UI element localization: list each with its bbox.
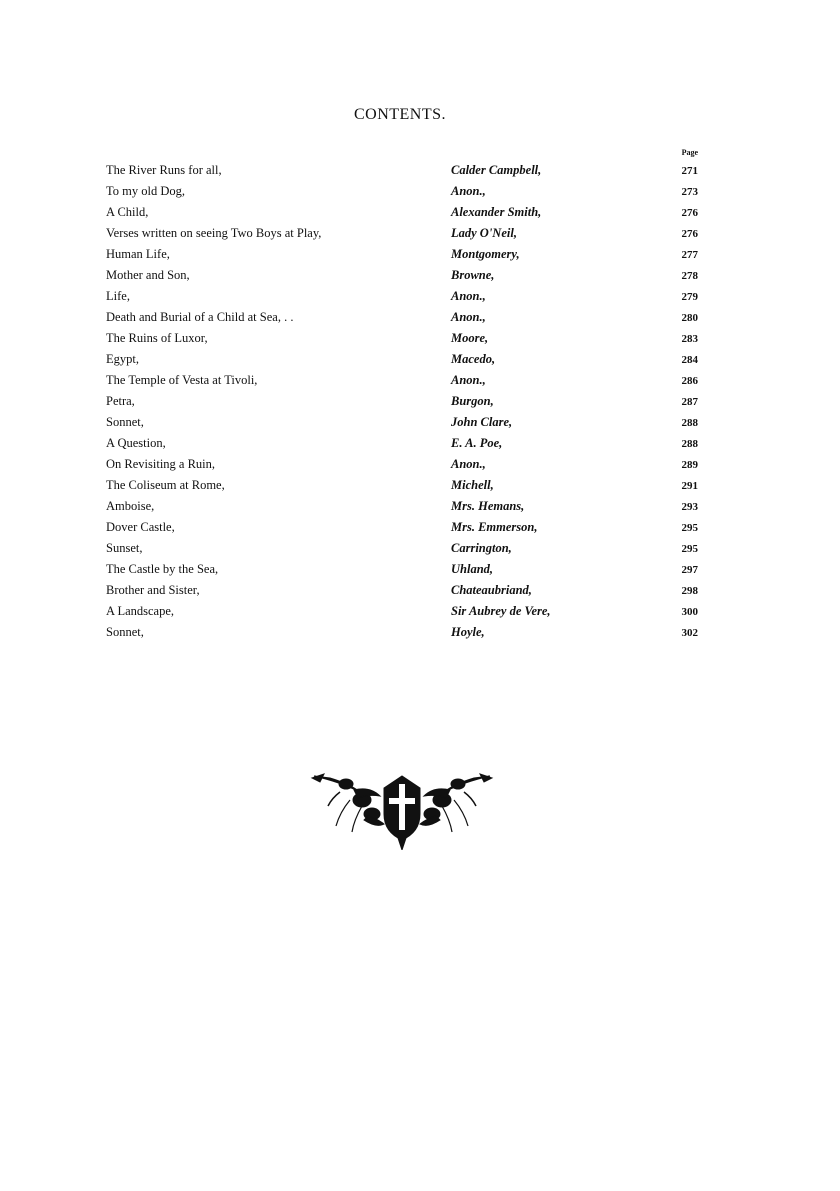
entry-page: 288 [681, 416, 698, 429]
toc-row [106, 370, 698, 391]
entry-title: A Question, [106, 436, 166, 450]
entry-title: Dover Castle, [106, 520, 175, 534]
toc-row [106, 496, 698, 517]
toc-row [106, 517, 698, 538]
entry-page: 291 [681, 479, 698, 492]
entry-author: Hoyle, [451, 625, 485, 639]
entry-title: The Ruins of Luxor, [106, 331, 208, 345]
entry-author: John Clare, [451, 415, 513, 429]
entry-page: 271 [681, 164, 698, 177]
toc-row [106, 307, 698, 328]
entry-title: Human Life, [106, 247, 170, 261]
entry-author: Anon., [451, 310, 486, 324]
entry-title: Sunset, [106, 541, 143, 555]
entry-title: Egypt, [106, 352, 139, 366]
toc-row [106, 601, 698, 622]
entry-author: Macedo, [451, 352, 496, 366]
entry-title: To my old Dog, [106, 184, 185, 198]
page-column-label: Page [681, 148, 698, 157]
entry-author: Sir Aubrey de Vere, [451, 604, 551, 618]
entry-title: Sonnet, [106, 415, 144, 429]
entry-page: 302 [681, 626, 698, 639]
toc-row [106, 244, 698, 265]
toc-row [106, 580, 698, 601]
entry-title: Verses written on seeing Two Boys at Play, [106, 226, 322, 240]
page-title: CONTENTS. [353, 106, 447, 123]
entry-author: E. A. Poe, [451, 436, 503, 450]
toc-row [106, 160, 698, 181]
entry-author: Carrington, [451, 541, 512, 555]
entry-page: 283 [681, 332, 698, 345]
entry-title: The River Runs for all, [106, 163, 222, 177]
entry-title: A Child, [106, 205, 149, 219]
entry-title: Death and Burial of a Child at Sea, . . [106, 310, 294, 324]
entry-author: Moore, [451, 331, 489, 345]
toc-row [106, 622, 698, 643]
entry-author: Chateaubriand, [451, 583, 532, 597]
entry-page: 293 [681, 500, 698, 513]
entry-page: 297 [681, 563, 698, 576]
entry-page: 298 [681, 584, 698, 597]
toc-row [106, 559, 698, 580]
entry-title: A Landscape, [106, 604, 175, 618]
toc-row [106, 454, 698, 475]
entry-page: 295 [681, 542, 698, 555]
entry-page: 278 [681, 269, 698, 282]
entry-author: Michell, [451, 478, 494, 492]
entry-author: Mrs. Emmerson, [451, 520, 538, 534]
entry-title: Brother and Sister, [106, 583, 200, 597]
toc-row [106, 286, 698, 307]
entry-title: Mother and Son, [106, 268, 190, 282]
entry-author: Lady O'Neil, [451, 226, 517, 240]
entry-author: Anon., [451, 457, 486, 471]
entry-page: 284 [681, 353, 698, 366]
toc-row [106, 328, 698, 349]
entry-author: Montgomery, [451, 247, 520, 261]
entry-title: The Coliseum at Rome, [106, 478, 225, 492]
entry-title: Petra, [106, 394, 135, 408]
entry-page: 276 [681, 227, 698, 240]
entry-author: Burgon, [451, 394, 494, 408]
toc-row [106, 412, 698, 433]
entry-page: 273 [681, 185, 698, 198]
toc-row [106, 202, 698, 223]
entry-page: 280 [681, 311, 698, 324]
entry-author: Alexander Smith, [451, 205, 542, 219]
entry-title: Life, [106, 289, 130, 303]
entry-author: Browne, [451, 268, 495, 282]
entry-author: Anon., [451, 373, 486, 387]
entry-title: On Revisiting a Ruin, [106, 457, 216, 471]
entry-author: Uhland, [451, 562, 494, 576]
entry-author: Calder Campbell, [451, 163, 542, 177]
entry-author: Anon., [451, 289, 486, 303]
entry-page: 288 [681, 437, 698, 450]
entry-page: 300 [681, 605, 698, 618]
entry-page: 279 [681, 290, 698, 303]
toc-row [106, 181, 698, 202]
entry-title: The Temple of Vesta at Tivoli, [106, 373, 258, 387]
toc-row [106, 223, 698, 244]
toc-row [106, 475, 698, 496]
entry-author: Anon., [451, 184, 486, 198]
entry-title: Sonnet, [106, 625, 144, 639]
entry-page: 277 [681, 248, 698, 261]
toc-row [106, 433, 698, 454]
entry-page: 286 [681, 374, 698, 387]
floral-cross-ornament-icon [310, 770, 494, 850]
entry-page: 289 [681, 458, 698, 471]
toc-row [106, 265, 698, 286]
table-of-contents [106, 160, 698, 643]
toc-row [106, 349, 698, 370]
entry-page: 295 [681, 521, 698, 534]
toc-row [106, 538, 698, 559]
entry-title: The Castle by the Sea, [106, 562, 219, 576]
entry-title: Amboise, [106, 499, 155, 513]
entry-page: 276 [681, 206, 698, 219]
entry-page: 287 [681, 395, 698, 408]
entry-author: Mrs. Hemans, [451, 499, 525, 513]
toc-row [106, 391, 698, 412]
